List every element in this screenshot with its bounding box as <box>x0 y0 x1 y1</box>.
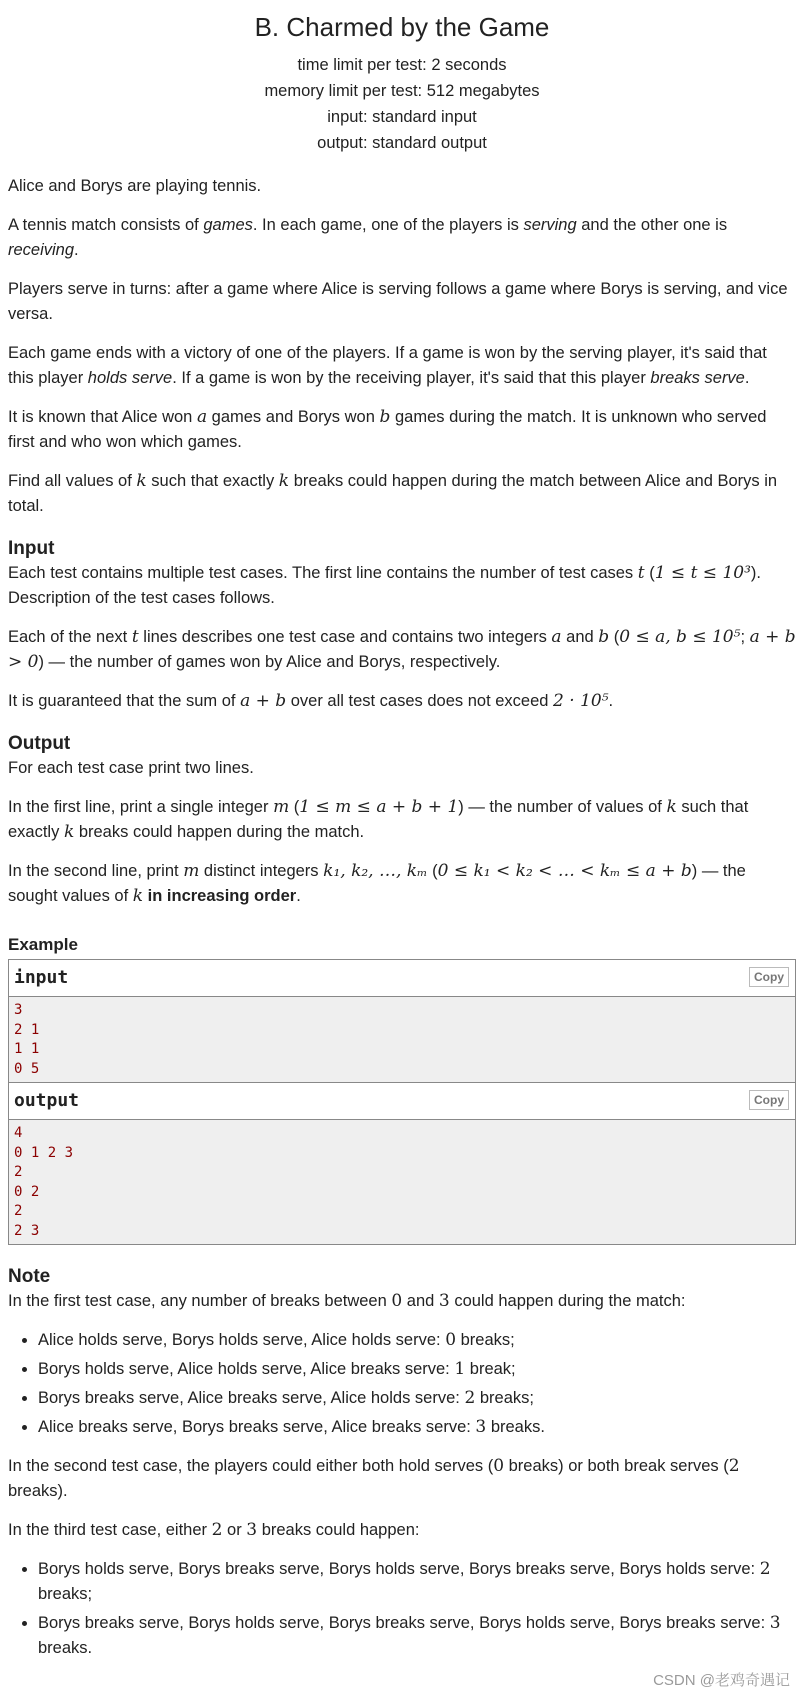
text-segment: In the second test case, the players could either both hold serves ( <box>8 1457 494 1475</box>
text-segment: ( <box>644 564 655 582</box>
math-expression: k <box>136 471 147 491</box>
math-expression: k₁, k₂, …, kₘ <box>323 861 428 881</box>
math-number: 3 <box>438 1291 450 1311</box>
math-number: 0 <box>445 1330 457 1350</box>
math-expression: 0 ≤ a, b ≤ 10⁵ <box>619 627 741 647</box>
input-label: input <box>14 967 69 988</box>
math-number: 3 <box>769 1613 781 1633</box>
output-section-title: Output <box>8 733 71 754</box>
text-segment: over all test cases does not exceed <box>286 692 554 710</box>
input-specification <box>8 561 796 714</box>
note-title: Note <box>8 1266 51 1287</box>
list-item <box>38 1357 796 1382</box>
watermark: CSDN @老鸡奇遇记 <box>653 1672 790 1689</box>
text-segment: breaks. <box>38 1639 93 1657</box>
text-segment: breaks could happen: <box>257 1521 420 1539</box>
math-expression: a <box>196 407 208 427</box>
problem-header <box>8 0 796 156</box>
example-title: Example <box>8 935 78 954</box>
text-segment: ( <box>609 628 620 646</box>
text-segment: ( <box>427 862 438 880</box>
text-segment: For each test case print two lines. <box>8 759 254 777</box>
paragraph <box>8 1518 796 1543</box>
paragraph <box>8 859 796 909</box>
text-segment: . In each game, one of the players is <box>252 216 524 234</box>
sample-test <box>8 959 796 1245</box>
output-specification <box>8 756 796 909</box>
text-segment: breaks) or both break serves ( <box>504 1457 729 1475</box>
time-limit: time limit per test: 2 seconds <box>297 56 507 74</box>
emphasis-text: serving <box>523 216 577 234</box>
text-segment: ). Description of the test cases follows. <box>8 564 761 607</box>
text-segment: breaks; <box>456 1331 515 1349</box>
math-expression: t <box>637 563 645 583</box>
emphasis-text: breaks serve <box>650 369 745 387</box>
text-segment: breaks could happen during the match between Alice and Borys in total. <box>8 472 778 515</box>
list-item <box>38 1611 796 1661</box>
paragraph <box>8 469 796 519</box>
paragraph <box>8 795 796 845</box>
text-segment: Each game ends with a victory of one of the players. If a game is won by the serving player, it's said that this player <box>8 344 767 387</box>
text-segment: could happen during the match: <box>449 1292 686 1310</box>
text-segment: Alice and Borys are playing tennis. <box>8 177 262 195</box>
note <box>8 1289 796 1661</box>
text-segment: . <box>608 692 614 710</box>
math-expression: k <box>132 886 144 906</box>
text-segment: Each test contains multiple test cases. The first line contains the number of test cases <box>8 564 638 582</box>
text-segment: such that exactly <box>8 798 749 841</box>
math-expression: 1 ≤ t ≤ 10³ <box>654 563 751 583</box>
math-number: 2 <box>211 1520 223 1540</box>
problem-title: B. Charmed by the Game <box>254 12 550 42</box>
input-file: input: standard input <box>327 108 477 126</box>
text-segment: Players serve in turns: after a game where Alice is serving follows a game where Borys is serving, and vice versa. <box>8 280 788 323</box>
math-expression: 1 ≤ m ≤ a + b + 1 <box>299 797 459 817</box>
paragraph <box>8 756 796 781</box>
text-segment: In the first line, print a single integer <box>8 798 274 816</box>
text-segment: ; <box>740 628 750 646</box>
text-segment: lines describes one test case and contains two integers <box>138 628 552 646</box>
paragraph <box>8 277 796 327</box>
paragraph <box>8 213 796 263</box>
list-item <box>38 1386 796 1411</box>
math-expression: k <box>666 797 677 817</box>
text-segment: Find all values of <box>8 472 137 490</box>
text-segment: It is guaranteed that the sum of <box>8 692 241 710</box>
math-expression: b <box>598 627 610 647</box>
math-number: 0 <box>493 1456 505 1476</box>
text-segment: In the first test case, any number of breaks between <box>8 1292 392 1310</box>
math-number: 3 <box>475 1417 487 1437</box>
math-number: 2 <box>759 1559 771 1579</box>
emphasis-text: holds serve <box>87 369 173 387</box>
text-segment: breaks). <box>8 1482 68 1500</box>
text-segment: such that exactly <box>146 472 279 490</box>
copy-input-button[interactable]: Copy <box>749 967 789 987</box>
text-segment: ) — the number of games won by Alice and Borys, respectively. <box>38 653 501 671</box>
math-expression: b <box>379 407 391 427</box>
text-segment: . If a game is won by the receiving player, it's said that this player <box>172 369 651 387</box>
math-expression: a + b > 0 <box>8 627 796 672</box>
text-segment: ) — the sought values of <box>8 862 746 905</box>
text-segment: and the other one is <box>576 216 728 234</box>
text-segment: Borys breaks serve, Alice breaks serve, Alice holds serve: <box>38 1389 465 1407</box>
math-number: 1 <box>454 1359 466 1379</box>
paragraph <box>8 1454 796 1504</box>
bullet-list <box>8 1328 796 1440</box>
memory-limit: memory limit per test: 512 megabytes <box>264 82 540 100</box>
paragraph <box>8 405 796 455</box>
text-segment: break; <box>465 1360 516 1378</box>
sample-output[interactable]: 4 0 1 2 3 2 0 2 2 2 3 <box>9 1120 795 1244</box>
sample-input[interactable]: 3 2 1 1 1 0 5 <box>9 997 795 1083</box>
text-segment: and <box>402 1292 439 1310</box>
text-segment: or <box>222 1521 247 1539</box>
text-segment: Alice breaks serve, Borys breaks serve, Alice breaks serve: <box>38 1418 476 1436</box>
text-segment: Each of the next <box>8 628 132 646</box>
input-section-title: Input <box>8 538 55 559</box>
math-number: 2 <box>464 1388 476 1408</box>
text-segment: breaks; <box>38 1585 93 1603</box>
math-expression: a <box>551 627 562 647</box>
bullet-list <box>8 1557 796 1661</box>
paragraph <box>8 625 796 675</box>
text-segment: In the third test case, either <box>8 1521 212 1539</box>
text-segment: . <box>296 887 301 905</box>
math-expression: k <box>278 471 290 491</box>
text-segment: Borys breaks serve, Borys holds serve, Borys breaks serve, Borys holds serve, Borys breaks serve: <box>38 1614 770 1632</box>
text-segment: and <box>561 628 599 646</box>
text-segment: . <box>744 369 750 387</box>
text-segment: It is known that Alice won <box>8 408 197 426</box>
text-segment: . <box>74 241 79 259</box>
math-expression: 0 ≤ k₁ < k₂ < … < kₘ ≤ a + b <box>437 861 692 881</box>
legend-section <box>8 174 796 519</box>
paragraph <box>8 341 796 391</box>
output-header <box>9 1083 795 1120</box>
text-segment: Borys holds serve, Alice holds serve, Alice breaks serve: <box>38 1360 455 1378</box>
list-item <box>38 1557 796 1607</box>
text-segment: breaks could happen during the match. <box>74 823 365 841</box>
paragraph <box>8 561 796 611</box>
paragraph <box>8 1289 796 1314</box>
math-expression: m <box>273 797 290 817</box>
copy-output-button[interactable]: Copy <box>749 1090 789 1110</box>
list-item <box>38 1415 796 1440</box>
emphasis-text: receiving <box>8 241 75 259</box>
text-segment: games during the match. It is unknown who served first and who won which games. <box>8 408 767 451</box>
output-label: output <box>14 1090 80 1111</box>
text-segment: In the second line, print <box>8 862 184 880</box>
math-number: 0 <box>391 1291 403 1311</box>
paragraph <box>8 174 796 199</box>
emphasis-text: games <box>203 216 253 234</box>
text-segment: Alice holds serve, Borys holds serve, Alice holds serve: <box>38 1331 446 1349</box>
math-expression: k <box>63 822 75 842</box>
text-segment: breaks; <box>475 1389 534 1407</box>
text-segment: distinct integers <box>199 862 324 880</box>
bold-text: in increasing order <box>147 887 297 905</box>
text-segment: Borys holds serve, Borys breaks serve, Borys holds serve, Borys breaks serve, Borys holds serve: <box>38 1560 760 1578</box>
text-segment: breaks. <box>486 1418 545 1436</box>
math-expression: a + b <box>240 691 287 711</box>
math-expression: m <box>183 861 200 881</box>
text-segment: games and Borys won <box>207 408 380 426</box>
paragraph <box>8 689 796 714</box>
text-segment: ( <box>289 798 300 816</box>
text-segment: A tennis match consists of <box>8 216 204 234</box>
input-header <box>9 960 795 997</box>
text-segment: ) — the number of values of <box>458 798 667 816</box>
math-expression: t <box>131 627 139 647</box>
math-expression: 2 · 10⁵ <box>553 691 609 711</box>
math-number: 2 <box>728 1456 740 1476</box>
math-number: 3 <box>246 1520 258 1540</box>
output-file: output: standard output <box>317 134 487 152</box>
list-item <box>38 1328 796 1353</box>
